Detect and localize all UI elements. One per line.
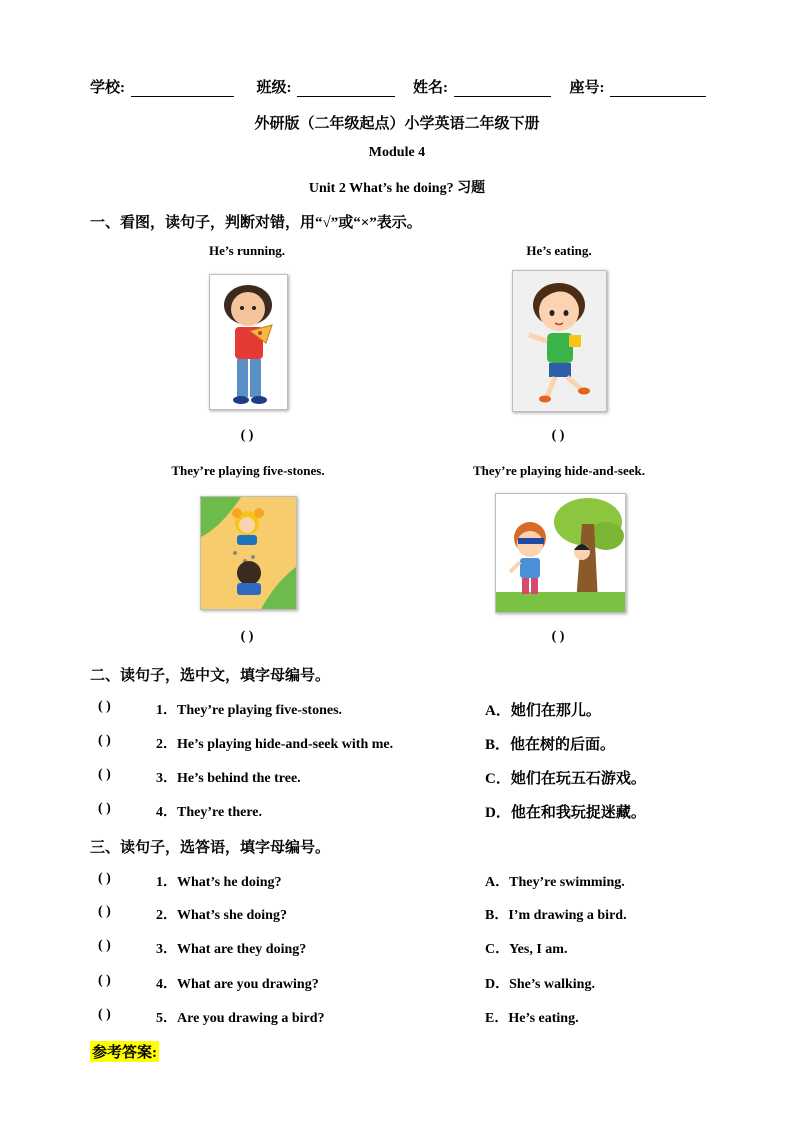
caption-2: He’s eating. [526, 243, 592, 258]
picture-five-stones [200, 496, 297, 610]
option-text: A．她们在那儿。 [485, 703, 601, 719]
unit-title: Unit 2 What’s he doing? 习题 [308, 181, 486, 196]
section2-row [98, 733, 718, 753]
section1-heading: 一、看图，读句子，判断对错，用“√”或“×”表示。 [90, 215, 422, 231]
question-text: 4．What are you drawing? [156, 977, 319, 992]
caption-3: They’re playing five-stones. [171, 463, 325, 478]
question-text: 5．Are you drawing a bird? [156, 1011, 325, 1026]
student-info-line [90, 76, 710, 97]
school-label: 学校: [90, 80, 125, 96]
caption-1: He’s running. [208, 243, 286, 258]
section3-row [98, 1007, 718, 1027]
option-text: E．He’s eating. [485, 1011, 579, 1026]
section2-row [98, 699, 718, 719]
section3-row [98, 938, 718, 958]
option-text: B．他在树的后面。 [485, 737, 616, 753]
picture-boy-running [512, 270, 607, 412]
answer-paren[interactable]: ( ) [98, 1007, 111, 1022]
option-text: A．They’re swimming. [485, 875, 625, 890]
school-field[interactable] [131, 80, 234, 97]
answer-paren[interactable]: ( ) [98, 733, 111, 748]
section3-row [98, 973, 718, 993]
seat-field[interactable] [610, 80, 706, 97]
option-text: D．She’s walking. [485, 977, 595, 992]
answer-paren-3[interactable]: ( ) [240, 629, 254, 644]
section2-heading: 二、读句子，选中文，填字母编号。 [90, 668, 331, 684]
class-label: 班级: [256, 80, 292, 96]
question-text: 1．They’re playing five-stones. [156, 703, 343, 718]
question-text: 1．What’s he doing? [156, 875, 282, 890]
module-title: Module 4 [368, 145, 426, 160]
question-text: 2．What’s she doing? [156, 908, 287, 923]
page-title: 外研版（二年级起点）小学英语二年级下册 [254, 116, 540, 132]
section2-row [98, 767, 718, 787]
answer-key-label: 参考答案: [90, 1041, 159, 1062]
seat-label: 座号: [569, 80, 605, 96]
question-text: 4．They’re there. [156, 805, 263, 820]
name-field[interactable] [454, 80, 552, 97]
section2-row [98, 801, 718, 821]
name-label: 姓名: [412, 80, 448, 96]
question-text: 3．He’s behind the tree. [156, 771, 301, 786]
answer-paren-1[interactable]: ( ) [240, 428, 254, 443]
picture-boy-eating [209, 274, 288, 410]
question-text: 3．What are they doing? [156, 942, 307, 957]
answer-paren-2[interactable]: ( ) [551, 428, 565, 443]
answer-paren[interactable]: ( ) [98, 904, 111, 919]
option-text: B．I’m drawing a bird. [485, 908, 627, 923]
section3-row [98, 904, 718, 924]
option-text: C．她们在玩五石游戏。 [485, 771, 646, 787]
answer-paren[interactable]: ( ) [98, 871, 111, 886]
class-field[interactable] [297, 80, 395, 97]
answer-paren[interactable]: ( ) [98, 699, 111, 714]
answer-paren[interactable]: ( ) [98, 973, 111, 988]
section3-row [98, 871, 718, 891]
option-text: D．他在和我玩捉迷藏。 [485, 805, 646, 821]
caption-4: They’re playing hide-and-seek. [472, 463, 646, 478]
answer-paren[interactable]: ( ) [98, 801, 111, 816]
option-text: C．Yes, I am. [485, 942, 568, 957]
question-text: 2．He’s playing hide-and-seek with me. [156, 737, 394, 752]
answer-paren[interactable]: ( ) [98, 938, 111, 953]
section3-heading: 三、读句子，选答语，填字母编号。 [90, 840, 331, 856]
answer-paren-4[interactable]: ( ) [551, 629, 565, 644]
answer-paren[interactable]: ( ) [98, 767, 111, 782]
picture-hide-and-seek [495, 493, 626, 613]
